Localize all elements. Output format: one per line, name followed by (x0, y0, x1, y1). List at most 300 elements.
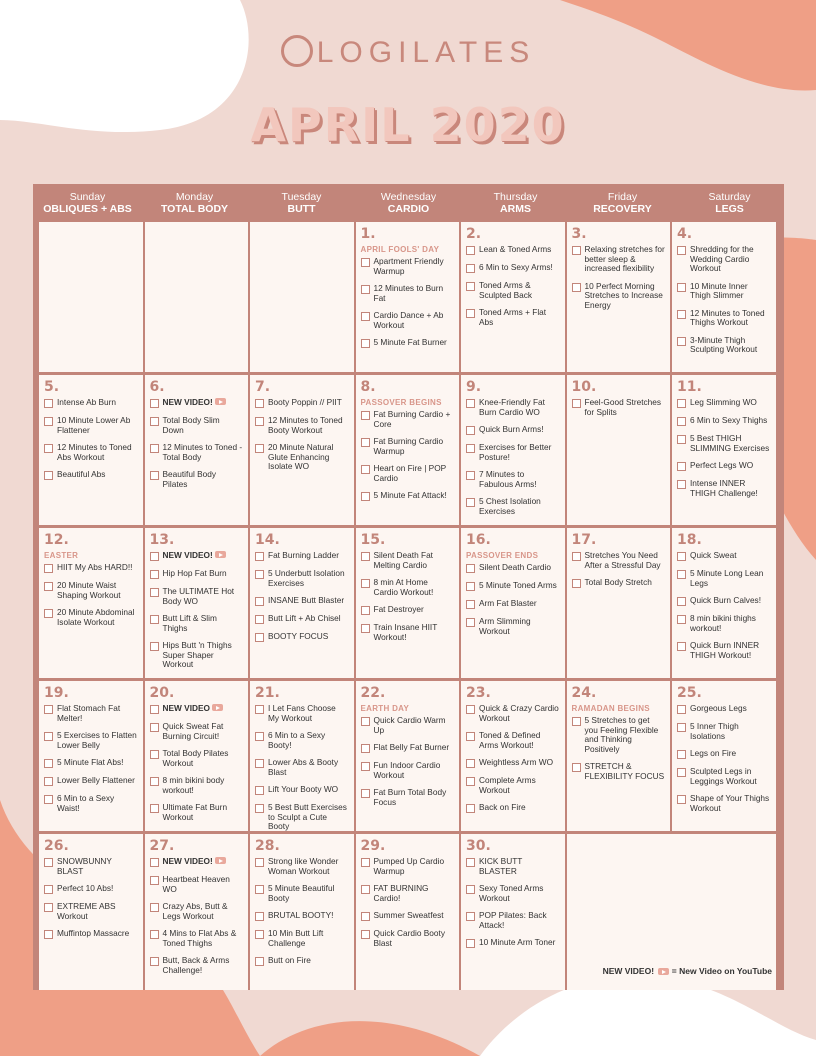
checkbox[interactable] (466, 804, 475, 813)
workout-label: Summer Sweatfest (373, 910, 444, 920)
checkbox[interactable] (44, 471, 53, 480)
checkbox[interactable] (361, 930, 370, 939)
checkbox[interactable] (150, 570, 159, 579)
checkbox[interactable] (44, 903, 53, 912)
checkbox[interactable] (361, 858, 370, 867)
holiday-label: EARTH DAY (360, 704, 410, 713)
workout-item[interactable] (466, 263, 560, 273)
checkbox[interactable] (361, 717, 370, 726)
workout-item[interactable] (255, 758, 349, 777)
workout-item[interactable] (466, 758, 560, 768)
workout-item[interactable] (572, 762, 666, 781)
checkbox[interactable] (255, 759, 264, 768)
workout-item[interactable] (677, 641, 771, 660)
checkbox[interactable] (44, 777, 53, 786)
day-cell (567, 528, 671, 678)
day-number: 9. (466, 379, 482, 395)
workout-item[interactable] (677, 551, 771, 561)
checkbox[interactable] (361, 492, 370, 501)
workout-item[interactable] (150, 722, 244, 741)
workout-item[interactable] (572, 398, 666, 417)
checkbox[interactable] (361, 606, 370, 615)
checkbox[interactable] (150, 930, 159, 939)
checkbox[interactable] (150, 552, 159, 561)
workout-item[interactable] (466, 803, 560, 813)
workout-item[interactable] (150, 614, 244, 633)
checkbox[interactable] (361, 411, 370, 420)
workout-item[interactable] (44, 443, 138, 462)
workout-item[interactable] (44, 884, 138, 894)
day-cell (356, 681, 460, 831)
workout-label: 5 Minute Flat Abs! (57, 757, 124, 767)
workout-item[interactable] (677, 767, 771, 786)
workout-item[interactable] (466, 470, 560, 489)
workout-item[interactable] (44, 731, 138, 750)
workout-label: POP Pilates: Back Attack! (479, 910, 547, 930)
workout-item[interactable] (677, 245, 771, 274)
workout-item[interactable] (361, 284, 455, 303)
checkbox[interactable] (44, 885, 53, 894)
checkbox[interactable] (677, 399, 686, 408)
workout-item[interactable] (677, 416, 771, 426)
workout-item[interactable] (466, 245, 560, 255)
workout-item[interactable] (44, 581, 138, 600)
checkbox[interactable] (44, 705, 53, 714)
workout-item[interactable] (255, 956, 349, 966)
day-number: 8. (360, 379, 376, 395)
workout-item[interactable] (466, 617, 560, 636)
workout-item[interactable] (466, 281, 560, 300)
workout-label: 10 Minute Lower Ab Flattener (57, 415, 131, 435)
checkbox[interactable] (255, 399, 264, 408)
checkbox[interactable] (361, 579, 370, 588)
workout-item[interactable] (466, 308, 560, 327)
workout-label: 6 Min to Sexy Thighs (690, 415, 768, 425)
checkbox[interactable] (677, 723, 686, 732)
workout-item[interactable] (361, 911, 455, 921)
workout-label: 12 Minutes to Toned Abs Workout (57, 442, 132, 462)
workout-label: Sculpted Legs in Leggings Workout (690, 766, 757, 786)
checkbox[interactable] (466, 444, 475, 453)
checkbox[interactable] (44, 417, 53, 426)
workout-item[interactable] (150, 749, 244, 768)
checkbox[interactable] (361, 339, 370, 348)
workout-item[interactable] (572, 282, 666, 311)
workout-item[interactable] (255, 785, 349, 795)
workout-item[interactable] (150, 641, 244, 670)
workout-item[interactable] (361, 716, 455, 735)
workout-item[interactable] (255, 398, 349, 408)
workout-item[interactable] (677, 282, 771, 301)
checkbox[interactable] (466, 564, 475, 573)
day-cell (145, 375, 249, 525)
workout-item[interactable] (44, 857, 138, 876)
workout-item[interactable] (361, 257, 455, 276)
checkbox[interactable] (677, 750, 686, 759)
header-friday: Friday RECOVERY (593, 191, 652, 215)
workout-item[interactable] (361, 338, 455, 348)
workout-item[interactable] (150, 875, 244, 894)
workout-label: 8 min At Home Cardio Workout! (373, 577, 434, 597)
workout-item[interactable] (572, 551, 666, 570)
checkbox[interactable] (150, 588, 159, 597)
checkbox[interactable] (361, 465, 370, 474)
checkbox[interactable] (44, 858, 53, 867)
workout-label: Shape of Your Thighs Workout (690, 793, 770, 813)
checkbox[interactable] (466, 309, 475, 318)
checkbox[interactable] (677, 597, 686, 606)
workout-label: I Let Fans Choose My Workout (268, 703, 336, 723)
workout-label: Fat Burning Ladder (268, 550, 340, 560)
workout-item[interactable] (255, 443, 349, 472)
workout-item[interactable] (255, 911, 349, 921)
workout-label: 10 Minute Inner Thigh Slimmer (690, 280, 748, 300)
checkbox[interactable] (572, 552, 581, 561)
workout-item[interactable] (677, 722, 771, 741)
checkbox[interactable] (255, 597, 264, 606)
checkbox[interactable] (466, 912, 475, 921)
workout-item[interactable] (44, 794, 138, 813)
legend: NEW VIDEO! = New Video on YouTube (602, 966, 772, 976)
checkbox[interactable] (255, 444, 264, 453)
checkbox[interactable] (255, 858, 264, 867)
checkbox[interactable] (466, 399, 475, 408)
workout-label: Lower Abs & Booty Blast (268, 757, 339, 777)
workout-item[interactable] (466, 884, 560, 903)
workout-item[interactable] (466, 581, 560, 591)
workout-item[interactable] (150, 470, 244, 489)
day-number: 23. (466, 685, 491, 701)
workout-label: BRUTAL BOOTY! (268, 910, 334, 920)
workout-item[interactable] (150, 956, 244, 975)
workout-item[interactable] (361, 743, 455, 753)
workout-item[interactable] (361, 857, 455, 876)
checkbox[interactable] (361, 762, 370, 771)
workout-label: Quick Cardio Warm Up (373, 715, 446, 735)
workout-item[interactable] (466, 857, 560, 876)
workout-item[interactable] (361, 578, 455, 597)
workout-label: Crazy Abs, Butt & Legs Workout (162, 901, 228, 921)
workout-item[interactable] (255, 731, 349, 750)
checkbox[interactable] (150, 615, 159, 624)
checkbox[interactable] (255, 417, 264, 426)
checkbox[interactable] (677, 552, 686, 561)
checkbox[interactable] (677, 417, 686, 426)
checkbox[interactable] (466, 264, 475, 273)
day-cell (356, 375, 460, 525)
workout-item[interactable] (361, 884, 455, 903)
workout-item[interactable] (361, 788, 455, 807)
checkbox[interactable] (361, 789, 370, 798)
checkbox[interactable] (255, 885, 264, 894)
checkbox[interactable] (677, 768, 686, 777)
checkbox[interactable] (466, 498, 475, 507)
checkbox[interactable] (44, 732, 53, 741)
day-number: 2. (466, 226, 482, 242)
workout-item[interactable] (150, 857, 244, 867)
day-cell (250, 528, 354, 678)
day-cell (461, 834, 565, 990)
workout-item[interactable] (572, 245, 666, 274)
workout-item[interactable] (466, 731, 560, 750)
checkbox[interactable] (361, 624, 370, 633)
workout-item[interactable] (677, 461, 771, 471)
checkbox[interactable] (255, 804, 264, 813)
workout-item[interactable] (255, 929, 349, 948)
workout-item[interactable] (361, 437, 455, 456)
checkbox[interactable] (466, 426, 475, 435)
workout-item[interactable] (150, 929, 244, 948)
workout-item[interactable] (44, 563, 138, 573)
workout-item[interactable] (466, 938, 560, 948)
checkbox[interactable] (466, 732, 475, 741)
checkbox[interactable] (466, 582, 475, 591)
workout-item[interactable] (677, 596, 771, 606)
workout-item[interactable] (255, 416, 349, 435)
workout-item[interactable] (361, 491, 455, 501)
checkbox[interactable] (466, 777, 475, 786)
workout-item[interactable] (361, 410, 455, 429)
checkbox[interactable] (44, 609, 53, 618)
header-wednesday: Wednesday CARDIO (380, 191, 437, 215)
checkbox[interactable] (677, 642, 686, 651)
workout-item[interactable] (150, 587, 244, 606)
workout-item[interactable] (361, 551, 455, 570)
workout-item[interactable] (255, 857, 349, 876)
checkbox[interactable] (677, 462, 686, 471)
workout-item[interactable] (255, 569, 349, 588)
workout-item[interactable] (466, 599, 560, 609)
day-number: 19. (44, 685, 69, 701)
checkbox[interactable] (255, 930, 264, 939)
checkbox[interactable] (150, 705, 159, 714)
workout-item[interactable] (44, 758, 138, 768)
workout-item[interactable] (150, 398, 244, 408)
checkbox[interactable] (150, 723, 159, 732)
workout-item[interactable] (466, 563, 560, 573)
checkbox[interactable] (466, 471, 475, 480)
workout-item[interactable] (677, 398, 771, 408)
workout-item[interactable] (361, 311, 455, 330)
checkbox[interactable] (466, 246, 475, 255)
workout-item[interactable] (677, 749, 771, 759)
checkbox[interactable] (677, 310, 686, 319)
checkbox[interactable] (255, 732, 264, 741)
checkbox[interactable] (150, 858, 159, 867)
checkbox[interactable] (44, 582, 53, 591)
workout-item[interactable] (44, 776, 138, 786)
workout-label: Quick & Crazy Cardio Workout (479, 703, 559, 723)
workout-item[interactable] (466, 704, 560, 723)
workout-item[interactable] (44, 416, 138, 435)
workout-label: Leg Slimming WO (690, 397, 757, 407)
checkbox[interactable] (466, 759, 475, 768)
workout-label: 6 Min to Sexy Arms! (479, 262, 553, 272)
workout-item[interactable] (255, 632, 349, 642)
workout-label: 12 Minutes to Toned Booty Workout (268, 415, 343, 435)
checkbox[interactable] (466, 282, 475, 291)
checkbox[interactable] (361, 744, 370, 753)
workout-label: Butt, Back & Arms Challenge! (162, 955, 230, 975)
checkbox[interactable] (572, 246, 581, 255)
day-number: 21. (255, 685, 280, 701)
workout-item[interactable] (150, 443, 244, 462)
checkbox[interactable] (150, 777, 159, 786)
workout-item[interactable] (44, 929, 138, 939)
workout-item[interactable] (677, 336, 771, 355)
checkbox[interactable] (677, 705, 686, 714)
workout-label: NEW VIDEO (162, 703, 210, 713)
day-number: 18. (677, 532, 702, 548)
checkbox[interactable] (572, 763, 581, 772)
holiday-label: APRIL FOOLS' DAY (360, 245, 440, 254)
workout-item[interactable] (255, 596, 349, 606)
checkbox[interactable] (466, 600, 475, 609)
workout-item[interactable] (150, 569, 244, 579)
checkbox[interactable] (361, 285, 370, 294)
checkbox[interactable] (255, 786, 264, 795)
checkbox[interactable] (361, 912, 370, 921)
workout-item[interactable] (361, 761, 455, 780)
checkbox[interactable] (572, 579, 581, 588)
day-cell (145, 834, 249, 990)
workout-item[interactable] (255, 884, 349, 903)
checkbox[interactable] (255, 570, 264, 579)
workout-item[interactable] (44, 902, 138, 921)
workout-item[interactable] (361, 605, 455, 615)
workout-item[interactable] (150, 551, 244, 561)
workout-item[interactable] (466, 776, 560, 795)
checkbox[interactable] (677, 480, 686, 489)
workout-item[interactable] (255, 551, 349, 561)
workout-item[interactable] (466, 911, 560, 930)
workout-item[interactable] (677, 569, 771, 588)
checkbox[interactable] (466, 858, 475, 867)
checkbox[interactable] (466, 618, 475, 627)
workout-item[interactable] (466, 443, 560, 462)
checkbox[interactable] (150, 399, 159, 408)
youtube-icon (215, 551, 226, 558)
checkbox[interactable] (150, 876, 159, 885)
checkbox[interactable] (466, 885, 475, 894)
workout-item[interactable] (44, 398, 138, 408)
checkbox[interactable] (255, 912, 264, 921)
workout-label: Sexy Toned Arms Workout (479, 883, 544, 903)
workout-item[interactable] (150, 416, 244, 435)
checkbox[interactable] (44, 795, 53, 804)
workout-item[interactable] (677, 434, 771, 453)
workout-item[interactable] (255, 803, 349, 831)
workout-item[interactable] (361, 623, 455, 642)
checkbox[interactable] (255, 705, 264, 714)
workout-item[interactable] (677, 614, 771, 633)
checkbox[interactable] (677, 337, 686, 346)
checkbox[interactable] (572, 283, 581, 292)
workout-label: Butt on Fire (268, 955, 311, 965)
checkbox[interactable] (677, 283, 686, 292)
workout-item[interactable] (572, 716, 666, 754)
checkbox[interactable] (44, 759, 53, 768)
checkbox[interactable] (44, 444, 53, 453)
checkbox[interactable] (677, 570, 686, 579)
checkbox[interactable] (150, 444, 159, 453)
workout-item[interactable] (150, 704, 244, 714)
workout-item[interactable] (677, 479, 771, 498)
checkbox[interactable] (255, 615, 264, 624)
workout-label: Total Body Slim Down (162, 415, 220, 435)
workout-item[interactable] (677, 309, 771, 328)
workout-item[interactable] (255, 614, 349, 624)
checkbox[interactable] (361, 438, 370, 447)
checkbox[interactable] (150, 471, 159, 480)
workout-item[interactable] (361, 464, 455, 483)
workout-label: HIIT My Abs HARD!! (57, 562, 133, 572)
checkbox[interactable] (255, 957, 264, 966)
checkbox[interactable] (44, 930, 53, 939)
checkbox[interactable] (150, 417, 159, 426)
checkbox[interactable] (150, 903, 159, 912)
day-number: 27. (149, 838, 175, 854)
workout-item[interactable] (466, 425, 560, 435)
checkbox[interactable] (466, 939, 475, 948)
checkbox[interactable] (44, 399, 53, 408)
checkbox[interactable] (150, 642, 159, 651)
workout-item[interactable] (466, 398, 560, 417)
workout-label: Cardio Dance + Ab Workout (373, 310, 444, 330)
workout-item[interactable] (150, 803, 244, 822)
workout-label: Arm Slimming Workout (479, 616, 531, 636)
workout-label: 10 Minute Arm Toner (479, 937, 556, 947)
checkbox[interactable] (361, 312, 370, 321)
workout-item[interactable] (572, 578, 666, 588)
checkbox[interactable] (150, 750, 159, 759)
week-row (39, 528, 778, 681)
workout-item[interactable] (677, 704, 771, 714)
workout-item[interactable] (677, 794, 771, 813)
checkbox[interactable] (361, 552, 370, 561)
checkbox[interactable] (466, 705, 475, 714)
workout-item[interactable] (466, 497, 560, 516)
workout-item[interactable] (44, 704, 138, 723)
checkbox[interactable] (361, 258, 370, 267)
workout-item[interactable] (255, 704, 349, 723)
checkbox[interactable] (677, 435, 686, 444)
workout-item[interactable] (44, 608, 138, 627)
checkbox[interactable] (677, 795, 686, 804)
checkbox[interactable] (255, 633, 264, 642)
workout-label: NEW VIDEO! (162, 856, 213, 866)
workout-label: 6 Min to a Sexy Booty! (268, 730, 326, 750)
workout-item[interactable] (44, 470, 138, 480)
workout-item[interactable] (361, 929, 455, 948)
checkbox[interactable] (44, 564, 53, 573)
workout-item[interactable] (150, 902, 244, 921)
day-cell (567, 222, 671, 372)
checkbox[interactable] (677, 615, 686, 624)
workout-item[interactable] (150, 776, 244, 795)
checkbox[interactable] (150, 957, 159, 966)
checkbox[interactable] (677, 246, 686, 255)
checkbox[interactable] (255, 552, 264, 561)
checkbox[interactable] (572, 399, 581, 408)
workout-label: 5 Minute Fat Attack! (373, 490, 447, 500)
day-cell (461, 528, 565, 678)
checkbox[interactable] (361, 885, 370, 894)
workout-label: 5 Exercises to Flatten Lower Belly (57, 730, 137, 750)
day-cell (145, 528, 249, 678)
checkbox[interactable] (572, 717, 581, 726)
checkbox[interactable] (150, 804, 159, 813)
